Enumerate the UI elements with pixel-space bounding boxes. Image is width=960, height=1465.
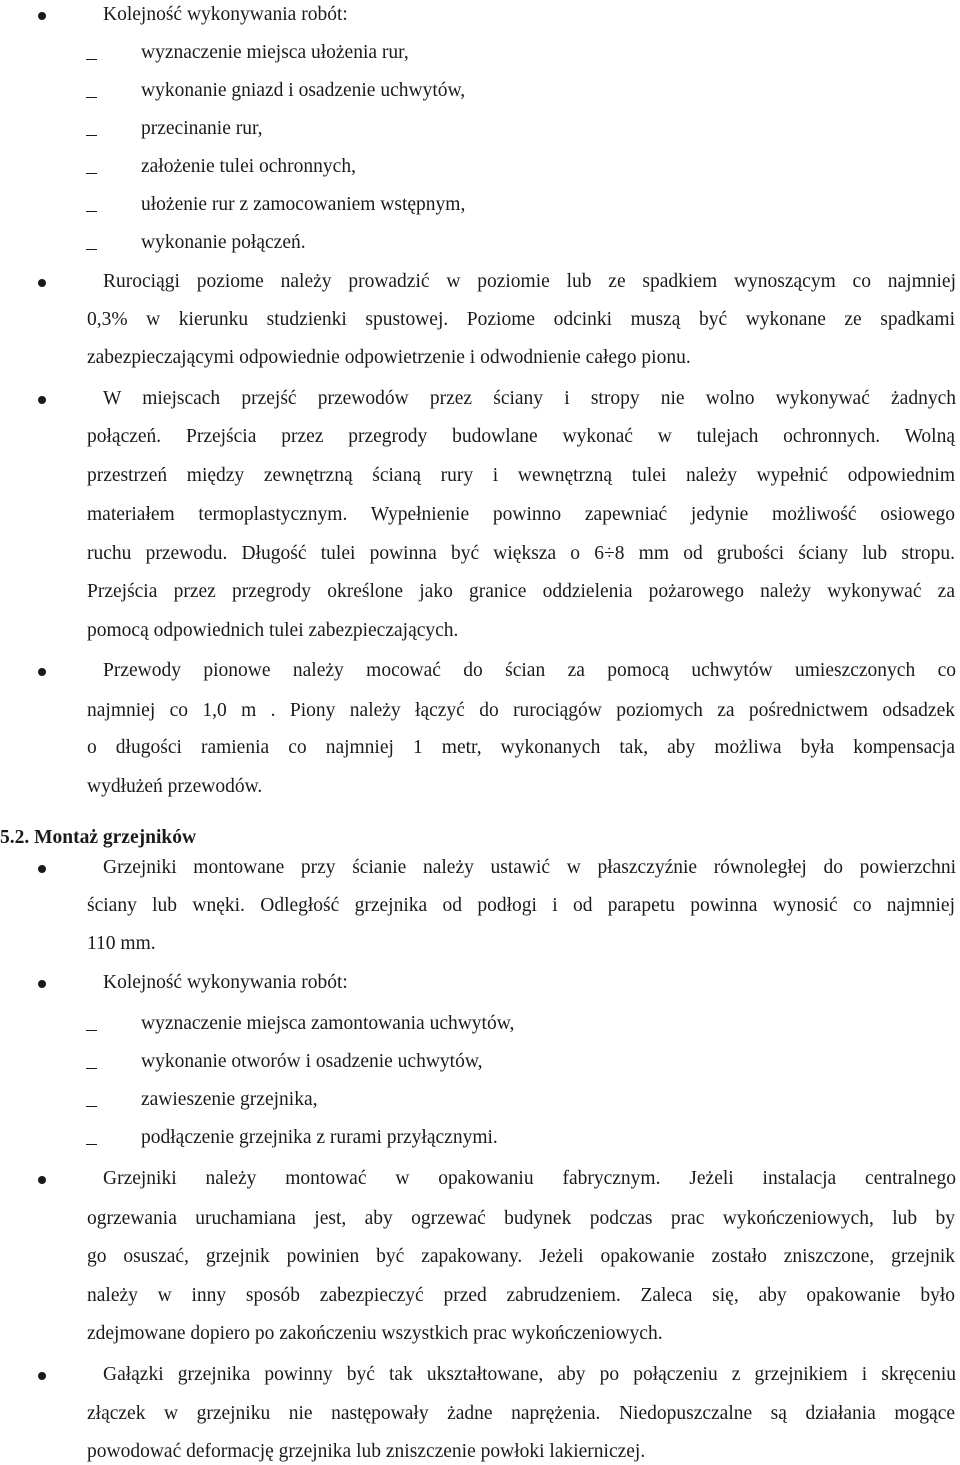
paragraph-line: Gałązki grzejnika powinny być tak ukształtowane, aby po połączeniu z grzejnikiem i skręceniu [103, 1364, 956, 1385]
paragraph-line: Grzejniki montowane przy ścianie należy ustawić w płaszczyźnie równoległej do powierzchni [103, 857, 956, 878]
list-intro: Kolejność wykonywania robót: [103, 972, 348, 993]
dash-icon [86, 249, 97, 250]
bullet-icon [38, 980, 46, 988]
list-intro: Kolejność wykonywania robót: [103, 4, 348, 25]
dash-icon [86, 59, 97, 60]
bullet-icon [38, 279, 46, 287]
bullet-icon [38, 1372, 46, 1380]
document-page: Kolejność wykonywania robót: wyznaczenie miejsca ułożenia rur, wykonanie gniazd i osadzenie uchwytów, przecinanie rur, założenie tulei ochronnych, ułożenie rur z zamocowaniem wstępnym, wykonanie połączeń. Rurociągi poziome należy prowadzić w poziomie lub ze spadkiem wynoszącym co najmniej 0,3% w kierunku studzienki spustowej. Poziome odcinki muszą być wykonane ze spadkami zabezpieczającymi odpowiednie odpowietrzenie i odwodnienie całego pionu. W miejscach przejść przewodów przez ściany i stropy nie wolno wykonywać żadnych połączeń. Przejścia przez przegrody budowlane wykonać w tulejach ochronnych. Wolną przestrzeń między zewnętrzną ścianą rury i wewnętrzną tulei należy wypełnić odpowiednim materiałem termoplastycznym. Wypełnienie powinno zapewniać jedynie możliwość osiowego ruchu przewodu. Długość tulei powinna być większa o 6÷8 mm od grubości ściany lub stropu. Przejścia przez przegrody określone jako granice oddzielenia pożarowego należy wykonywać za pomocą odpowiednich tulei zabezpieczających. Przewody pionowe należy mocować do ścian za pomocą uchwytów umieszczonych co najmniej co 1,0 m . Piony należy łączyć do rurociągów poziomych za pośrednictwem odsadzek o długości ramienia co najmniej 1 metr, wykonanych tak, aby możliwa była kompensacja wydłużeń przewodów. 5.2. Montaż grzejników Grzejniki montowane przy ścianie należy ustawić w płaszczyźnie równoległej do powierzchni ściany lub wnęki. Odległość grzejnika od podłogi i od parapetu powinna wynosić co najmniej 110 mm. Kolejność wykonywania robót: wyznaczenie miejsca zamontowania uchwytów, wykonanie otworów i osadzenie uchwytów, zawieszenie grzejnika, podłączenie grzejnika z rurami przyłącznymi. Grzejniki należy montować w opakowaniu fabrycznym. Jeżeli instalacja centralnego ogrzewania uruchamiana jest, aby ogrzewać budynek podczas prac wykończeniowych, lub by go osuszać, grzejnik powinien być zapakowany. Jeżeli opakowanie zostało zniszczone, grzejnik należy w inny sposób zabezpieczyć przed zabrudzeniem. Zaleca się, aby opakowanie było zdejmowane dopiero po zakończeniu wszystkich prac wykończeniowych. Gałązki grzejnika powinny być tak ukształtowane, aby po połączeniu z grzejnikiem i skręceniu złączek w grzejniku nie następowały żadne naprężenia. Niedopuszczalne są działania mogące powodować deformację grzejnika lub zniszczenie powłoki lakierniczej. [0, 4, 956, 1462]
paragraph-line: Grzejniki należy montować w opakowaniu fabrycznym. Jeżeli instalacja centralnego [103, 1168, 956, 1189]
dash-icon [86, 173, 97, 174]
paragraph-line: Rurociągi poziome należy prowadzić w poziomie lub ze spadkiem wynoszącym co najmniej [103, 271, 956, 292]
bullet-icon [38, 668, 46, 676]
dash-icon [86, 135, 97, 136]
bullet-icon [38, 396, 46, 404]
section-heading: 5.2. Montaż grzejników [0, 827, 197, 848]
bullet-icon [38, 1176, 46, 1184]
paragraph-line: Przewody pionowe należy mocować do ścian za pomocą uchwytów umieszczonych co [103, 660, 956, 681]
dash-icon [86, 1030, 97, 1031]
dash-icon [86, 1106, 97, 1107]
dash-icon [86, 1144, 97, 1145]
dash-icon [86, 211, 97, 212]
bullet-icon [38, 12, 46, 20]
bullet-icon [38, 865, 46, 873]
dash-icon [86, 97, 97, 98]
paragraph-line: W miejscach przejść przewodów przez ściany i stropy nie wolno wykonywać żadnych [103, 388, 956, 409]
dash-icon [86, 1068, 97, 1069]
